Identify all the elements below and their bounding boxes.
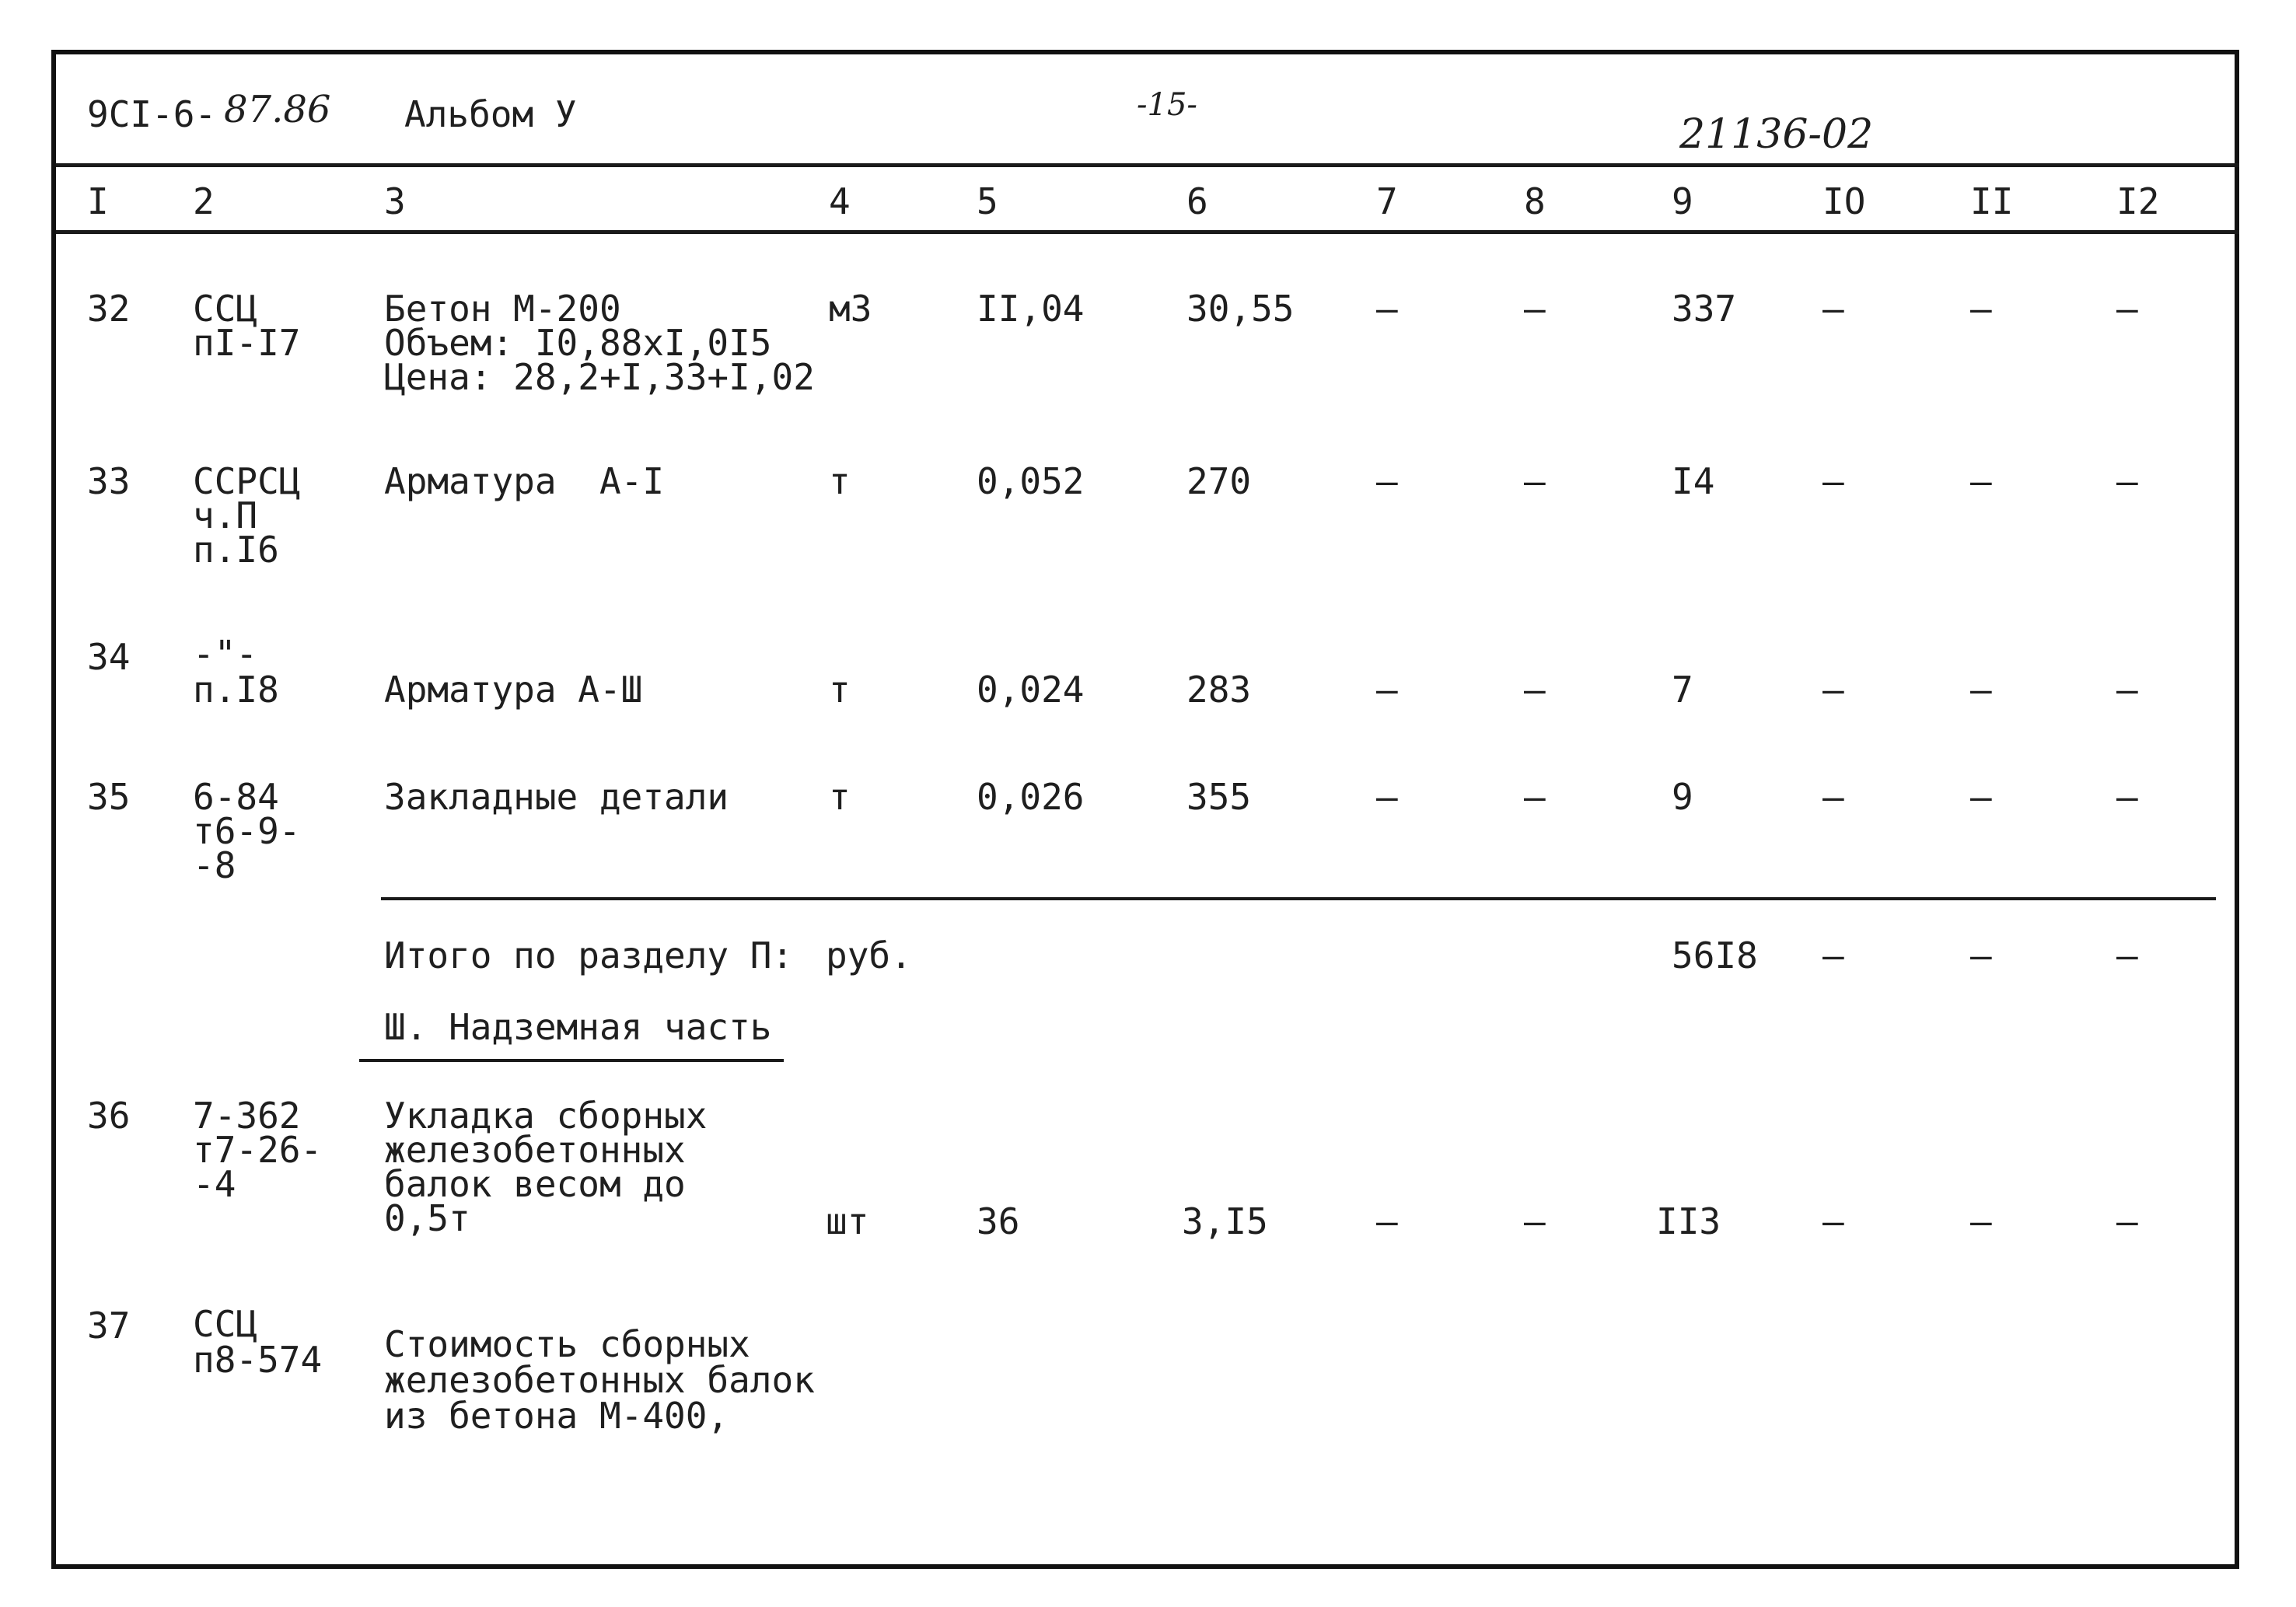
row-desc-line: Арматура А-Ш	[384, 669, 643, 711]
row-col7: –	[1376, 460, 1398, 502]
row-unit: т	[829, 460, 851, 502]
row-code-line: 7-362	[193, 1095, 301, 1137]
row-col12: –	[2116, 288, 2138, 330]
row-desc-line: 0,5т	[384, 1197, 470, 1239]
row-col12: –	[2116, 1200, 2138, 1242]
row-desc-line: Стоимость сборных	[384, 1323, 750, 1365]
section-heading: Ш. Надземная часть	[384, 1006, 772, 1048]
row-col8: –	[1524, 776, 1546, 818]
row-unit: м3	[829, 288, 872, 330]
row-code-line: т6-9-	[193, 810, 301, 852]
row-code-line: п.I8	[193, 669, 279, 711]
row-desc-line: Укладка сборных	[384, 1095, 708, 1137]
row-code-line: -8	[193, 844, 236, 886]
row-desc-line: Объем: I0,88хI,0I5	[384, 322, 772, 364]
colnum-3: 3	[384, 180, 406, 222]
row-col9: I4	[1672, 460, 1715, 502]
row-number: 37	[87, 1305, 131, 1347]
colnum-10: IO	[1822, 180, 1866, 222]
row-desc-line: железобетонных	[384, 1129, 686, 1171]
row-number: 34	[87, 636, 131, 678]
colnum-2: 2	[193, 180, 215, 222]
row-col11: –	[1970, 288, 1992, 330]
row-col8: –	[1524, 460, 1546, 502]
subtotal-label: Итого по разделу П:	[384, 935, 794, 976]
album-label: Альбом У	[404, 93, 577, 135]
colnum-11: II	[1970, 180, 2014, 222]
subtotal-rule	[381, 897, 2216, 900]
row-desc-line: балок весом до	[384, 1163, 686, 1205]
row-col10: –	[1822, 288, 1844, 330]
row-col12: –	[2116, 460, 2138, 502]
row-code-line: 6-84	[193, 776, 279, 818]
row-desc-line: железобетонных балок	[384, 1359, 815, 1401]
row-unit: шт	[826, 1200, 869, 1242]
colnum-12: I2	[2116, 180, 2160, 222]
row-col12: –	[2116, 669, 2138, 711]
column-numbers-rule	[56, 230, 2239, 234]
subtotal-col10: –	[1822, 935, 1844, 976]
row-col10: –	[1822, 776, 1844, 818]
row-col9: II3	[1656, 1200, 1721, 1242]
row-unit: т	[829, 669, 851, 711]
colnum-4: 4	[829, 180, 851, 222]
row-col8: –	[1524, 288, 1546, 330]
row-qty: 36	[977, 1200, 1020, 1242]
row-col10: –	[1822, 1200, 1844, 1242]
row-code-line: пI-I7	[193, 322, 301, 364]
row-code-line: п.I6	[193, 529, 279, 571]
row-col12: –	[2116, 776, 2138, 818]
row-price: 355	[1186, 776, 1252, 818]
row-desc-line: Арматура А-I	[384, 460, 665, 502]
row-col8: –	[1524, 669, 1546, 711]
page-number: -15-	[1137, 87, 1197, 123]
doc-code: 9СI-6-	[87, 93, 217, 135]
row-col9: 337	[1672, 288, 1737, 330]
colnum-8: 8	[1524, 180, 1546, 222]
row-code-line: ССЦ	[193, 1303, 258, 1345]
row-col10: –	[1822, 460, 1844, 502]
row-code-line: ч.П	[193, 494, 258, 536]
row-code-line: ССРСЦ	[193, 460, 301, 502]
colnum-7: 7	[1376, 180, 1398, 222]
colnum-5: 5	[977, 180, 998, 222]
row-code-line: -4	[193, 1163, 236, 1205]
row-col7: –	[1376, 288, 1398, 330]
row-desc-line: Цена: 28,2+I,33+I,02	[384, 356, 815, 398]
row-desc-line: Бетон М-200	[384, 288, 621, 330]
section-heading-underline	[359, 1059, 784, 1062]
page-frame	[51, 50, 2239, 1569]
row-unit: т	[829, 776, 851, 818]
colnum-6: 6	[1186, 180, 1208, 222]
row-desc-line: из бетона М-400,	[384, 1395, 729, 1437]
row-col11: –	[1970, 776, 1992, 818]
row-col7: –	[1376, 669, 1398, 711]
row-code-line: -"-	[193, 633, 258, 675]
row-number: 35	[87, 776, 131, 818]
colnum-1: I	[87, 180, 109, 222]
row-number: 36	[87, 1095, 131, 1137]
subtotal-col12: –	[2116, 935, 2138, 976]
colnum-9: 9	[1672, 180, 1693, 222]
subtotal-col11: –	[1970, 935, 1992, 976]
subtotal-col9: 56I8	[1672, 935, 1758, 976]
row-price: 30,55	[1186, 288, 1295, 330]
row-code-line: п8-574	[193, 1339, 323, 1381]
row-qty: 0,026	[977, 776, 1085, 818]
row-number: 33	[87, 460, 131, 502]
row-price: 3,I5	[1182, 1200, 1268, 1242]
row-col9: 7	[1672, 669, 1693, 711]
sheet-code: 21136-02	[1679, 111, 1874, 158]
row-qty: 0,024	[977, 669, 1085, 711]
row-col7: –	[1376, 776, 1398, 818]
row-price: 270	[1186, 460, 1252, 502]
row-code-line: т7-26-	[193, 1129, 323, 1171]
row-desc-line: Закладные детали	[384, 776, 729, 818]
row-price: 283	[1186, 669, 1252, 711]
doc-code-handwritten: 87.86	[224, 88, 331, 131]
row-col10: –	[1822, 669, 1844, 711]
row-qty: II,04	[977, 288, 1085, 330]
row-col9: 9	[1672, 776, 1693, 818]
row-col7: –	[1376, 1200, 1398, 1242]
row-col11: –	[1970, 669, 1992, 711]
header-rule	[56, 163, 2239, 167]
row-col11: –	[1970, 1200, 1992, 1242]
row-col11: –	[1970, 460, 1992, 502]
row-number: 32	[87, 288, 131, 330]
row-code-line: ССЦ	[193, 288, 258, 330]
row-col8: –	[1524, 1200, 1546, 1242]
subtotal-unit: руб.	[826, 935, 912, 976]
row-qty: 0,052	[977, 460, 1085, 502]
